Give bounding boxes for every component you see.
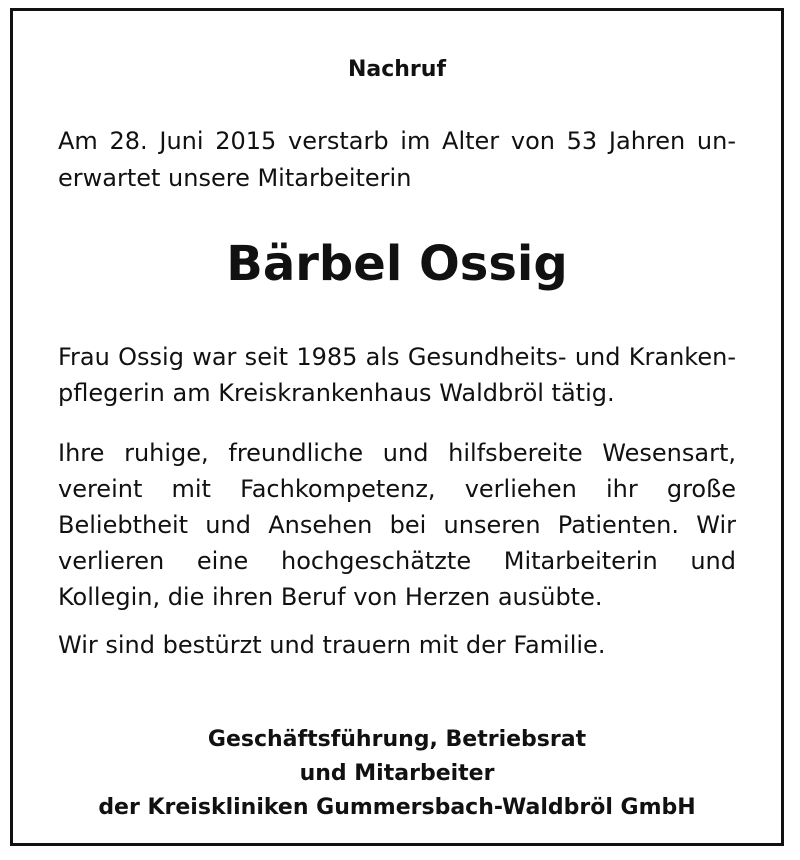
signature-block: [28, 723, 766, 825]
notice-border: [10, 8, 784, 846]
signature-line: Geschäftsführung, Betriebsrat: [207, 727, 587, 752]
intro-line: Am 28. Juni 2015 verstarb im Alter von 53 Jahren un-: [58, 127, 736, 155]
paragraph-line: vereint mit Fachkompetenz, verliehen ihr große: [58, 475, 736, 503]
notice-title: Nachruf: [347, 57, 447, 82]
paragraph-line: Ihre ruhige, freundliche und hilfsbereite Wesensart,: [58, 439, 736, 467]
paragraph-line: Kollegin, die ihren Beruf von Herzen ausübte.: [58, 583, 603, 611]
paragraph-employment: [58, 339, 736, 411]
intro-line: erwartet unsere Mitarbeiterin: [58, 164, 412, 192]
paragraph-line: Beliebtheit und Ansehen bei unseren Patienten. Wir: [58, 511, 736, 539]
signature-line: und Mitarbeiter: [299, 761, 495, 786]
deceased-name: Bärbel Ossig: [226, 236, 568, 292]
paragraph-line: verlieren eine hochgeschätzte Mitarbeiterin und: [58, 547, 736, 575]
paragraph-line: pflegerin am Kreiskrankenhaus Waldbröl tätig.: [58, 379, 615, 407]
signature-line: der Kreiskliniken Gummersbach-Waldbröl GmbH: [98, 795, 696, 820]
intro-text: [58, 123, 736, 197]
notice-content: [58, 11, 736, 843]
paragraph-condolence: Wir sind bestürzt und trauern mit der Familie.: [58, 631, 606, 659]
paragraph-tribute: [58, 435, 736, 615]
paragraph-line: Frau Ossig war seit 1985 als Gesundheits- und Kranken-: [58, 343, 736, 371]
